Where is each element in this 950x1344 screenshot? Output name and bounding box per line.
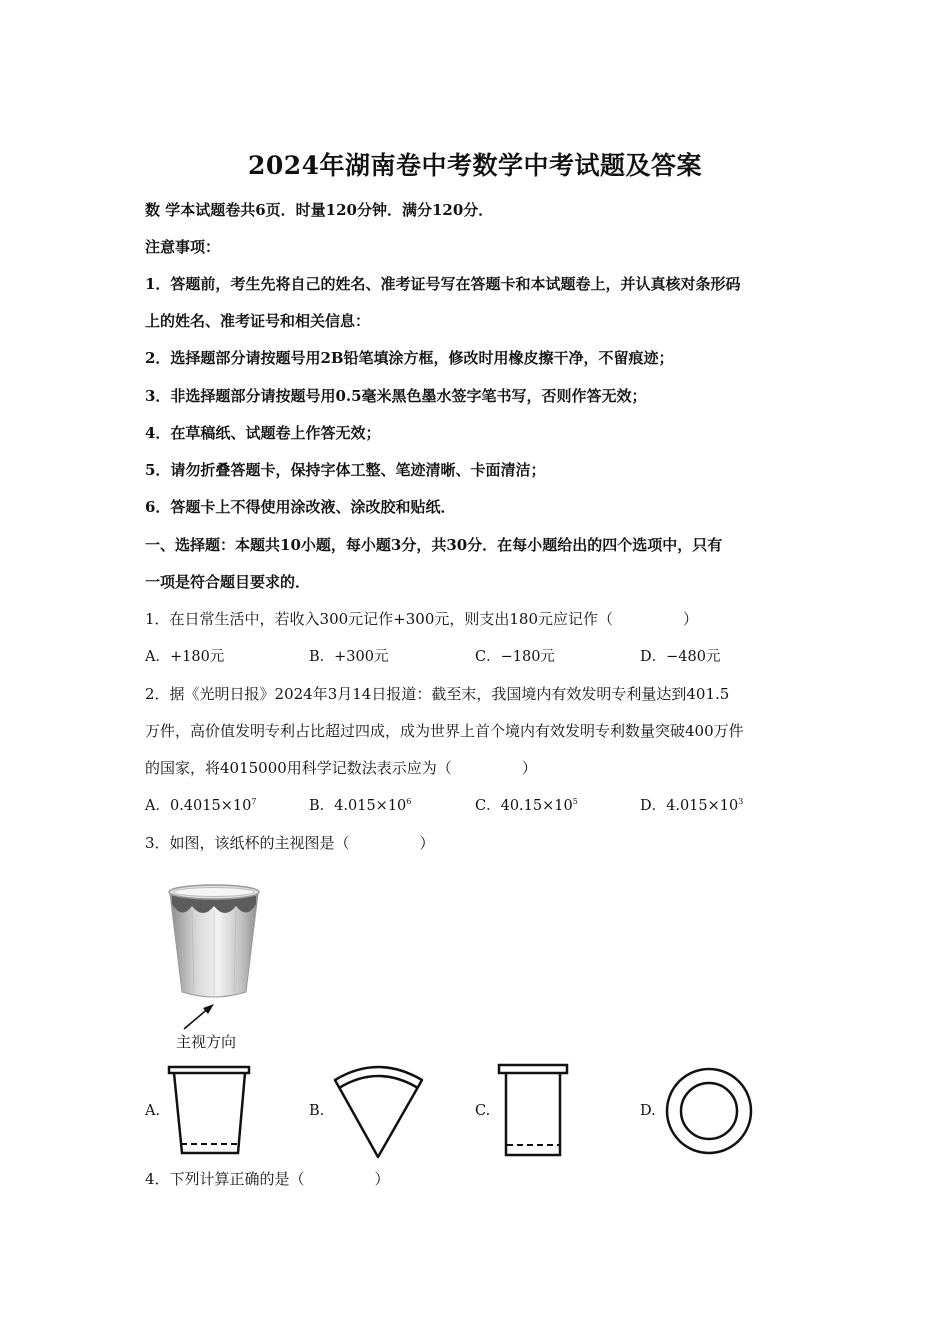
q2-stem-3: 的国家，将4015000用科学记数法表示应为（ ） (145, 759, 537, 777)
q4-stem: 4．下列计算正确的是（ ） (145, 1170, 390, 1188)
q1-option-c: C．−180元 (475, 649, 555, 665)
intro-line: 数 学本试题卷共6页．时量120分钟．满分120分． (145, 201, 494, 219)
view-direction-caption: 主视方向 (176, 1033, 237, 1051)
q1-stem: 1．在日常生活中，若收入300元记作+300元，则支出180元应记作（ ） (145, 610, 699, 628)
fan-view (325, 1058, 435, 1163)
notice-heading: 注意事项： (145, 238, 221, 256)
notice-2: 2．选择题部分请按题号用2B铅笔填涂方框，修改时用橡皮擦干净，不留痕迹； (145, 349, 674, 367)
notice-6: 6．答题卡上不得使用涂改液、涂改胶和贴纸． (145, 498, 456, 516)
q3-option-b-label: B. (309, 1103, 325, 1119)
notice-1: 1．答题前，考生先将自己的姓名、准考证号写在答题卡和本试题卷上，并认真核对条形码 (145, 275, 741, 293)
q1-option-d: D．−480元 (640, 649, 721, 665)
q3-option-a-label: A. (145, 1103, 161, 1119)
q2-option-a: A．$0.4015\times 10^7$ (145, 797, 257, 814)
q2-option-b: B．$4.015\times 10^6$ (309, 797, 412, 814)
section-heading-cont: 一项是符合题目要求的． (145, 573, 311, 591)
ring-view (660, 1066, 760, 1158)
notice-1-cont: 上的姓名、准考证号和相关信息： (145, 312, 371, 330)
trapezoid-cup-view (160, 1060, 260, 1160)
q2-stem-2: 万件，高价值发明专利占比超过四成，成为世界上首个境内有效发明专利数量突破400万件 (145, 722, 744, 740)
q2-stem-1: 2．据《光明日报》2024年3月14日报道：截至末，我国境内有效发明专利量达到401.5 (145, 685, 730, 703)
q3-stem: 3．如图，该纸杯的主视图是（ ） (145, 834, 435, 852)
page-title: 2024年湖南卷中考数学中考试题及答案 (247, 151, 703, 180)
q1-option-b: B．+300元 (309, 649, 389, 665)
rectangle-cup-view (495, 1060, 575, 1160)
q3-option-d-label: D. (640, 1103, 656, 1119)
section-heading: 一、选择题：本题共10小题，每小题3分，共30分．在每小题给出的四个选项中，只有 (145, 536, 723, 554)
notice-5: 5．请勿折叠答题卡，保持字体工整、笔迹清晰、卡面清洁； (145, 461, 546, 479)
arrow-icon (180, 1002, 220, 1032)
q3-option-c-label: C. (475, 1103, 491, 1119)
q2-option-d: D．$4.015\times 10^3$ (640, 797, 744, 814)
q1-option-a: A．+180元 (145, 649, 225, 665)
notice-4: 4．在草稿纸、试题卷上作答无效； (145, 424, 381, 442)
notice-3: 3．非选择题部分请按题号用0.5毫米黑色墨水签字笔书写，否则作答无效； (145, 387, 647, 405)
q2-option-c: C．$40.15\times 10^5$ (475, 797, 578, 814)
